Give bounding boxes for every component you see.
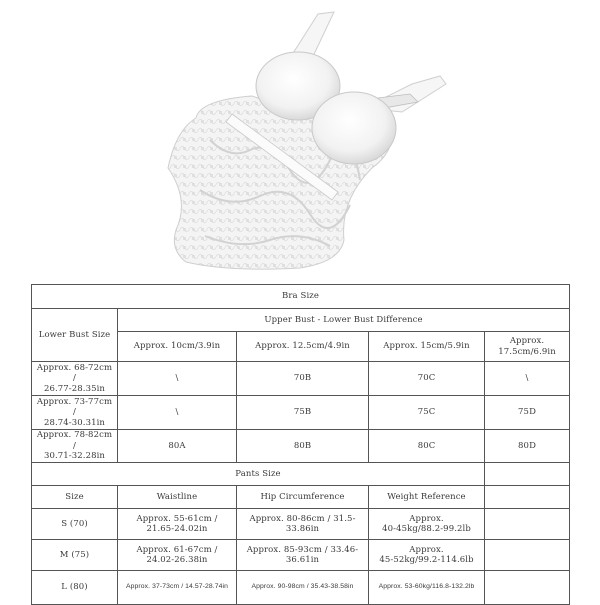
- bra-size-cell: \: [118, 362, 237, 396]
- difference-column-header: Approx. 12.5cm/4.9in: [237, 332, 369, 362]
- weight-value: Approx. 45-52kg/99.2-114.6lb: [369, 540, 485, 571]
- bra-size-row: [32, 430, 570, 463]
- lower-bust-value: Approx. 73-77cm / 28.74-30.31in: [32, 396, 118, 430]
- empty-cell: [485, 571, 570, 605]
- empty-cell: [485, 540, 570, 571]
- pants-size-title: Pants Size: [32, 463, 485, 486]
- bra-size-title: Bra Size: [32, 285, 570, 309]
- weight-header: Weight Reference: [369, 486, 485, 509]
- pants-size-row: [32, 540, 570, 571]
- hip-value: Approx. 80-86cm / 31.5-33.86in: [237, 509, 369, 540]
- bra-size-cell: \: [485, 362, 570, 396]
- bra-size-cell: 80C: [369, 430, 485, 463]
- bra-size-cell: 70C: [369, 362, 485, 396]
- waistline-value: Approx. 37-73cm / 14.57-28.74in: [118, 571, 237, 605]
- lower-bust-value: Approx. 78-82cm / 30.71-32.28in: [32, 430, 118, 463]
- difference-column-header: Approx. 15cm/5.9in: [369, 332, 485, 362]
- lower-bust-value: Approx. 68-72cm / 26.77-28.35in: [32, 362, 118, 396]
- pants-size-row: [32, 509, 570, 540]
- bra-size-row: [32, 396, 570, 430]
- bra-size-cell: 75B: [237, 396, 369, 430]
- bra-size-cell: 70B: [237, 362, 369, 396]
- size-chart-table: [31, 284, 570, 605]
- bra-size-cell: 80B: [237, 430, 369, 463]
- waistline-header: Waistline: [118, 486, 237, 509]
- bust-difference-header: Upper Bust - Lower Bust Difference: [118, 309, 570, 332]
- product-photo: [0, 0, 600, 278]
- empty-cell: [485, 509, 570, 540]
- weight-value: Approx. 40-45kg/88.2-99.2lb: [369, 509, 485, 540]
- waistline-value: Approx. 55-61cm / 21.65-24.02in: [118, 509, 237, 540]
- empty-cell: [485, 463, 570, 486]
- hip-header: Hip Circumference: [237, 486, 369, 509]
- size-value: L (80): [32, 571, 118, 605]
- lower-bust-header: Lower Bust Size: [32, 309, 118, 362]
- hip-value: Approx. 85-93cm / 33.46-36.61in: [237, 540, 369, 571]
- difference-column-header: Approx. 10cm/3.9in: [118, 332, 237, 362]
- bra-size-cell: \: [118, 396, 237, 430]
- bra-size-cell: 80D: [485, 430, 570, 463]
- bra-size-row: [32, 362, 570, 396]
- size-header: Size: [32, 486, 118, 509]
- bra-size-cell: 80A: [118, 430, 237, 463]
- hip-value: Approx. 90-98cm / 35.43-38.58in: [237, 571, 369, 605]
- empty-cell: [485, 486, 570, 509]
- bodysuit-image: [0, 0, 600, 278]
- size-value: S (70): [32, 509, 118, 540]
- size-value: M (75): [32, 540, 118, 571]
- pants-size-row: [32, 571, 570, 605]
- weight-value: Approx. 53-60kg/116.8-132.2lb: [369, 571, 485, 605]
- difference-column-header: Approx. 17.5cm/6.9in: [485, 332, 570, 362]
- waistline-value: Approx. 61-67cm / 24.02-26.38in: [118, 540, 237, 571]
- bra-size-cell: 75D: [485, 396, 570, 430]
- bra-size-cell: 75C: [369, 396, 485, 430]
